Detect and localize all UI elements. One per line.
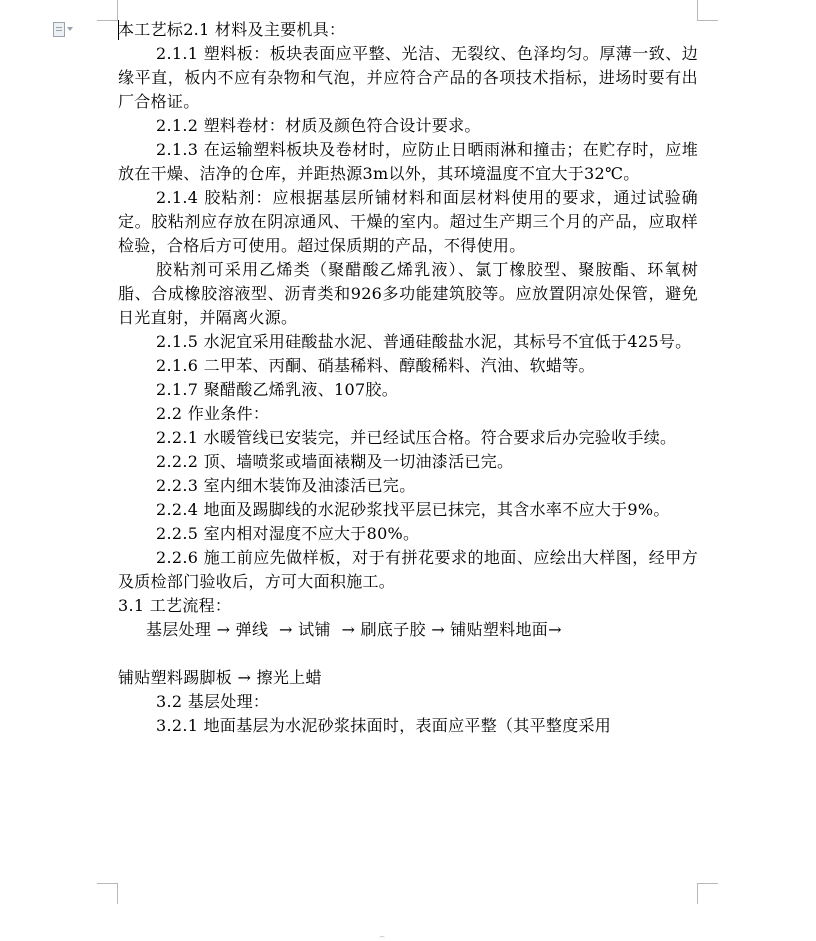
paragraph: 2.1.1 塑料板：板块表面应平整、光洁、无裂纹、色泽均匀。厚薄一致、边缘平直，板内不应有杂物和气泡，并应符合产品的各项技术指标，进场时要有出厂合格证。 xyxy=(118,44,698,111)
paragraph: 2.1.2 塑料卷材：材质及颜色符合设计要求。 xyxy=(156,116,481,135)
scroll-indicator xyxy=(379,936,385,941)
paragraph: 2.2.6 施工前应先做样板，对于有拼花要求的地面、应绘出大样图，经甲方及质检部门验收后，方可大面积施工。 xyxy=(118,548,698,591)
chevron-down-icon xyxy=(67,27,73,31)
page-corner-top-right xyxy=(697,0,718,21)
paragraph: 本工艺标2.1 材料及主要机具： xyxy=(118,20,346,39)
paragraph: 铺贴塑料踢脚板 → 擦光上蜡 xyxy=(118,668,322,687)
paragraph: 2.2.3 室内细木装饰及油漆活已完。 xyxy=(156,476,416,495)
paragraph: 2.2.5 室内相对湿度不应大于80%。 xyxy=(156,524,420,543)
page-corner-bottom-left xyxy=(97,883,118,904)
paragraph: 2.1.5 水泥宜采用硅酸盐水泥、普通硅酸盐水泥，其标号不宜低于425号。 xyxy=(156,332,692,351)
paragraph: 2.1.4 胶粘剂：应根据基层所铺材料和面层材料使用的要求，通过试验确定。胶粘剂应存放在阴凉通风、干燥的室内。超过生产期三个月的产品，应取样检验，合格后方可使用。超过保质期的产品，不得使用。 xyxy=(118,188,698,255)
paragraph: 2.1.7 聚醋酸乙烯乳液、107胶。 xyxy=(156,380,399,399)
paragraph: 基层处理 → 弹线 → 试铺 → 刷底子胶 → 铺贴塑料地面→ xyxy=(146,620,562,639)
paragraph: 3.2.1 地面基层为水泥砂浆抹面时，表面应平整（其平整度采用 xyxy=(156,716,612,735)
paragraph: 2.2.1 水暖管线已安装完，并已经试压合格。符合要求后办完验收手续。 xyxy=(156,428,677,447)
document-sheet-icon xyxy=(53,22,65,37)
paragraph: 2.1.6 二甲苯、丙酮、硝基稀料、醇酸稀料、汽油、软蜡等。 xyxy=(156,356,595,375)
paragraph: 2.2.4 地面及踢脚线的水泥砂浆找平层已抹完，其含水率不应大于9%。 xyxy=(156,500,670,519)
paragraph: 胶粘剂可采用乙烯类（聚醋酸乙烯乳液）、氯丁橡胶型、聚胺酯、环氧树脂、合成橡胶溶液型、沥青类和926多功能建筑胶等。应放置阴凉处保管，避免日光直射，并隔离火源。 xyxy=(118,260,698,327)
paragraph: 2.1.3 在运输塑料板块及卷材时，应防止日晒雨淋和撞击；在贮存时，应堆放在干燥、洁净的仓库，并距热源3m以外，其环境温度不宜大于32℃。 xyxy=(118,140,698,183)
paragraph xyxy=(118,642,698,666)
document-body[interactable] xyxy=(118,18,698,738)
page-corner-bottom-right xyxy=(697,883,718,904)
paragraph: 3.2 基层处理： xyxy=(156,692,270,711)
paragraph: 3.1 工艺流程： xyxy=(118,596,232,615)
paragraph: 2.2 作业条件： xyxy=(156,404,270,423)
document-icon[interactable] xyxy=(53,20,73,38)
page-corner-top-left xyxy=(97,0,118,21)
paragraph: 2.2.2 顶、墙喷浆或墙面裱糊及一切油漆活已完。 xyxy=(156,452,514,471)
